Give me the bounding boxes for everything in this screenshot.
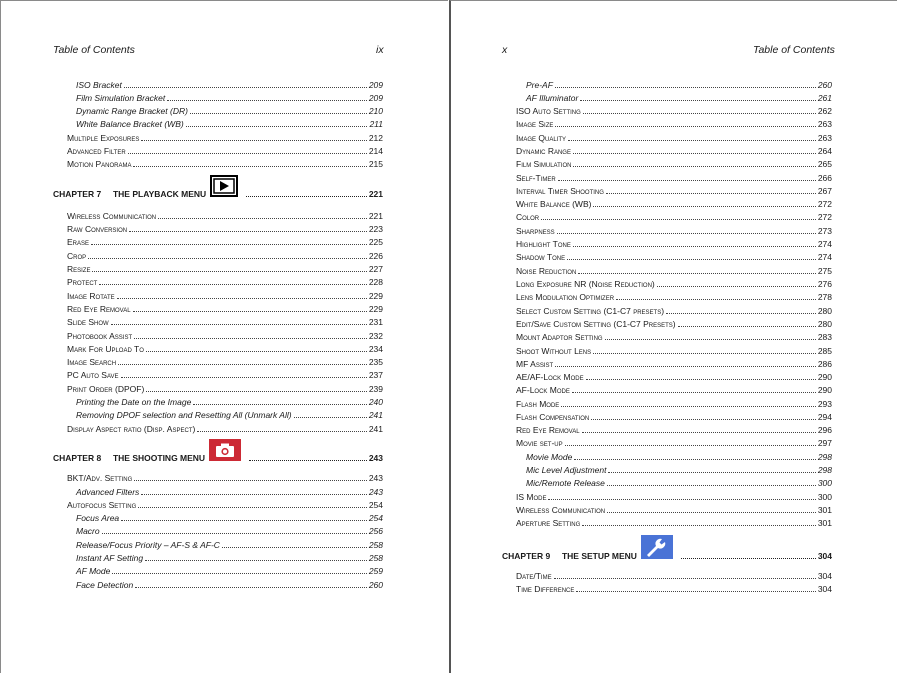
- dot-leader: [573, 165, 815, 167]
- toc-entry-title: Advanced Filters: [76, 487, 140, 497]
- toc-entry[interactable]: [76, 551, 383, 563]
- toc-page-number: 209: [368, 93, 383, 103]
- toc-entry-title: Color: [516, 212, 540, 222]
- dot-leader: [128, 152, 367, 154]
- toc-page-number: 223: [368, 224, 383, 234]
- toc-page-number: 232: [368, 331, 383, 341]
- toc-entry[interactable]: [516, 224, 832, 236]
- dot-leader: [572, 391, 816, 393]
- toc-page-number: 297: [817, 438, 832, 448]
- toc-entry-title: CHAPTER 8 THE SHOOTING MENU: [53, 453, 206, 463]
- dot-leader: [92, 270, 366, 272]
- toc-entry-title: Time Difference: [516, 584, 575, 594]
- toc-page-number: 212: [368, 133, 383, 143]
- toc-entry[interactable]: [516, 503, 832, 515]
- dot-leader: [141, 139, 366, 141]
- toc-entry-title: Crop: [67, 251, 87, 261]
- dot-leader: [607, 484, 816, 486]
- toc-entry-title: Display Aspect ratio (Disp. Aspect): [67, 424, 196, 434]
- toc-entry[interactable]: [67, 355, 383, 367]
- toc-entry-title: Select Custom Setting (C1-C7 presets): [516, 306, 665, 316]
- toc-entry[interactable]: [516, 250, 832, 262]
- camera-icon: [209, 439, 241, 463]
- toc-entry-title: Aperture Setting: [516, 518, 581, 528]
- toc-entry[interactable]: [76, 511, 383, 523]
- dot-leader: [616, 298, 816, 300]
- toc-entry-title: Erase: [67, 237, 90, 247]
- toc-entry[interactable]: [67, 329, 383, 341]
- toc-entry[interactable]: [76, 117, 383, 129]
- toc-entry[interactable]: [76, 524, 383, 536]
- toc-entry-title: Self-Timer: [516, 173, 556, 183]
- toc-entry-title: Face Detection: [76, 580, 134, 590]
- toc-page-number: 283: [817, 332, 832, 342]
- toc-page-number: 293: [817, 399, 832, 409]
- toc-entry[interactable]: [516, 131, 832, 143]
- toc-page-number: 228: [368, 277, 383, 287]
- toc-page-number: 300: [817, 478, 832, 488]
- toc-entry-title: Mark For Upload To: [67, 344, 144, 354]
- toc-page-number: 260: [817, 80, 832, 90]
- toc-page-number: 243: [368, 453, 383, 463]
- dot-leader: [133, 310, 367, 312]
- chapter-heading[interactable]: [53, 175, 383, 199]
- toc-page-number: 235: [368, 357, 383, 367]
- dot-leader: [573, 152, 816, 154]
- toc-entry[interactable]: [526, 450, 832, 462]
- dot-leader: [607, 511, 816, 513]
- toc-entry-title: CHAPTER 7 THE PLAYBACK MENU: [53, 189, 207, 199]
- toc-page-number: 260: [368, 580, 383, 590]
- dot-leader: [666, 312, 816, 314]
- toc-entry[interactable]: [76, 564, 383, 576]
- toc-page-number: 280: [817, 319, 832, 329]
- dot-leader: [555, 86, 816, 88]
- toc-page-number: 290: [817, 385, 832, 395]
- toc-entry-title: Highlight Tone: [516, 239, 571, 249]
- toc-page-number: 294: [817, 412, 832, 422]
- toc-page-number: 298: [817, 452, 832, 462]
- toc-entry[interactable]: [67, 249, 383, 261]
- dot-leader: [117, 297, 367, 299]
- toc-page-number: 239: [368, 384, 383, 394]
- toc-entry-title: Date/Time: [516, 571, 552, 581]
- dot-leader: [582, 524, 816, 526]
- dot-leader: [593, 352, 816, 354]
- dot-leader: [88, 257, 367, 259]
- toc-page-number: 265: [817, 159, 832, 169]
- toc-entry-title: White Balance Bracket (WB): [76, 119, 184, 129]
- dot-leader: [146, 350, 367, 352]
- dot-leader: [133, 165, 366, 167]
- toc-entry[interactable]: [516, 330, 832, 342]
- dot-leader: [574, 458, 816, 460]
- left-page: [0, 0, 448, 673]
- toc-page-number: 267: [817, 186, 832, 196]
- toc-page-number: 301: [817, 505, 832, 515]
- toc-page-number: 215: [368, 159, 383, 169]
- toc-page-number: 258: [368, 540, 383, 550]
- dot-leader: [146, 390, 367, 392]
- dot-leader: [678, 325, 816, 327]
- toc-page-number: 225: [368, 237, 383, 247]
- toc-entry-title: Red Eye Removal: [516, 425, 580, 435]
- toc-entry[interactable]: [526, 463, 832, 475]
- toc-entry[interactable]: [516, 436, 832, 448]
- toc-page-number: 241: [368, 410, 383, 420]
- toc-entry[interactable]: [67, 471, 383, 483]
- dot-leader: [111, 323, 367, 325]
- dot-leader: [657, 285, 816, 287]
- toc-page-number: 221: [368, 211, 383, 221]
- toc-page-number: 274: [817, 239, 832, 249]
- toc-entry-title: Mic Level Adjustment: [526, 465, 607, 475]
- dot-leader: [193, 403, 367, 405]
- toc-entry-title: AF Illuminator: [526, 93, 579, 103]
- toc-page-number: 275: [817, 266, 832, 276]
- toc-page-number: 234: [368, 344, 383, 354]
- toc-entry[interactable]: [67, 342, 383, 354]
- dot-leader: [99, 283, 366, 285]
- toc-entry-title: Mic/Remote Release: [526, 478, 605, 488]
- dot-leader: [541, 218, 816, 220]
- toc-entry[interactable]: [67, 144, 383, 156]
- toc-entry-title: Wireless Communication: [67, 211, 157, 221]
- dot-leader: [134, 479, 367, 481]
- toc-entry-title: AF-Lock Mode: [516, 385, 570, 395]
- toc-page-number: 243: [368, 487, 383, 497]
- toc-entry[interactable]: [76, 538, 383, 550]
- toc-entry-title: Mount Adaptor Setting: [516, 332, 603, 342]
- toc-entry-title: AE/AF-Lock Mode: [516, 372, 584, 382]
- toc-entry-title: ISO Auto Setting: [516, 106, 581, 116]
- toc-entry[interactable]: [516, 171, 832, 183]
- dot-leader: [606, 192, 816, 194]
- toc-entry[interactable]: [516, 582, 832, 594]
- toc-entry-title: Pre-AF: [526, 80, 553, 90]
- dot-leader: [246, 195, 367, 197]
- toc-entry[interactable]: [76, 78, 383, 90]
- toc-page-number: 240: [368, 397, 383, 407]
- toc-page-number: 264: [817, 146, 832, 156]
- toc-page-number: 304: [817, 584, 832, 594]
- dot-leader: [190, 112, 367, 114]
- dot-leader: [591, 418, 816, 420]
- toc-page-number: 276: [817, 279, 832, 289]
- toc-entry[interactable]: [67, 422, 383, 434]
- dot-leader: [222, 546, 367, 548]
- right-header-title: Table of Contents: [753, 44, 835, 56]
- toc-page-number: 226: [368, 251, 383, 261]
- toc-page-number: 221: [368, 189, 383, 199]
- dot-leader: [557, 232, 816, 234]
- toc-entry-title: Sharpness: [516, 226, 555, 236]
- toc-page-number: 274: [817, 252, 832, 262]
- toc-entry-title: Movie set-up: [516, 438, 563, 448]
- toc-entry[interactable]: [67, 262, 383, 274]
- toc-entry[interactable]: [67, 157, 383, 169]
- toc-entry-title: Autofocus Setting: [67, 500, 137, 510]
- dot-leader: [573, 245, 816, 247]
- toc-entry-title: Focus Area: [76, 513, 120, 523]
- toc-page-number: 298: [817, 465, 832, 475]
- chapter-heading[interactable]: [53, 439, 383, 463]
- toc-entry[interactable]: [526, 78, 832, 90]
- toc-entry-title: Photobook Assist: [67, 331, 133, 341]
- toc-entry[interactable]: [516, 490, 832, 502]
- toc-page-number: 243: [368, 473, 383, 483]
- toc-entry-title: Movie Mode: [526, 452, 573, 462]
- dot-leader: [135, 586, 367, 588]
- toc-entry-title: Slide Show: [67, 317, 109, 327]
- toc-entry[interactable]: [67, 315, 383, 327]
- toc-entry[interactable]: [67, 368, 383, 380]
- toc-entry-title: Printing the Date on the Image: [76, 397, 192, 407]
- toc-entry-title: Long Exposure NR (Noise Reduction): [516, 279, 655, 289]
- toc-entry[interactable]: [67, 222, 383, 234]
- toc-entry[interactable]: [516, 210, 832, 222]
- toc-entry-title: Print Order (DPOF): [67, 384, 145, 394]
- toc-entry[interactable]: [516, 157, 832, 169]
- dot-leader: [124, 86, 367, 88]
- toc-entry-title: Flash Mode: [516, 399, 560, 409]
- toc-entry-title: IS Mode: [516, 492, 547, 502]
- toc-page-number: 259: [368, 566, 383, 576]
- dot-leader: [91, 243, 367, 245]
- toc-entry-title: Flash Compensation: [516, 412, 590, 422]
- toc-page-number: 296: [817, 425, 832, 435]
- wrench-icon: [641, 535, 673, 561]
- toc-entry[interactable]: [516, 370, 832, 382]
- toc-entry[interactable]: [516, 569, 832, 581]
- toc-entry-title: Noise Reduction: [516, 266, 577, 276]
- dot-leader: [605, 338, 816, 340]
- toc-entry-title: Raw Conversion: [67, 224, 128, 234]
- dot-leader: [294, 416, 367, 418]
- toc-entry-title: Lens Modulation Optimizer: [516, 292, 615, 302]
- dot-leader: [554, 577, 816, 579]
- right-page-number: x: [502, 44, 508, 56]
- toc-entry[interactable]: [516, 383, 832, 395]
- toc-page-number: 304: [817, 571, 832, 581]
- toc-entry-title: Dynamic Range: [516, 146, 571, 156]
- toc-page-number: 229: [368, 291, 383, 301]
- dot-leader: [558, 179, 816, 181]
- toc-entry-title: Instant AF Setting: [76, 553, 144, 563]
- toc-entry[interactable]: [516, 516, 832, 528]
- toc-page-number: 262: [817, 106, 832, 116]
- dot-leader: [121, 376, 367, 378]
- dot-leader: [134, 337, 367, 339]
- toc-entry[interactable]: [516, 423, 832, 435]
- toc-entry-title: Motion Panorama: [67, 159, 132, 169]
- toc-entry-title: Protect: [67, 277, 98, 287]
- toc-entry-title: Image Size: [516, 119, 554, 129]
- dot-leader: [141, 493, 367, 495]
- toc-entry[interactable]: [67, 209, 383, 221]
- dot-leader: [118, 363, 367, 365]
- toc-page-number: 254: [368, 513, 383, 523]
- toc-page-number: 278: [817, 292, 832, 302]
- toc-entry[interactable]: [516, 304, 832, 316]
- dot-leader: [138, 506, 367, 508]
- toc-page-number: 209: [368, 80, 383, 90]
- toc-page-number: 231: [368, 317, 383, 327]
- toc-entry[interactable]: [76, 91, 383, 103]
- toc-entry-title: Macro: [76, 526, 100, 536]
- toc-entry-title: White Balance (WB): [516, 199, 592, 209]
- toc-entry[interactable]: [516, 184, 832, 196]
- toc-entry-title: Release/Focus Priority – AF-S & AF-C: [76, 540, 220, 550]
- toc-entry[interactable]: [516, 277, 832, 289]
- toc-entry-title: Image Rotate: [67, 291, 115, 301]
- toc-entry-title: Removing DPOF selection and Resetting All (Unmark All): [76, 410, 292, 420]
- toc-page-number: 272: [817, 199, 832, 209]
- toc-page-number: 241: [368, 424, 383, 434]
- dot-leader: [583, 112, 816, 114]
- dot-leader: [167, 99, 367, 101]
- toc-page-number: 254: [368, 500, 383, 510]
- toc-entry[interactable]: [76, 395, 383, 407]
- toc-entry[interactable]: [516, 117, 832, 129]
- toc-entry-title: BKT/Adv. Setting: [67, 473, 133, 483]
- toc-entry-title: Dynamic Range Bracket (DR): [76, 106, 188, 116]
- toc-page-number: 261: [817, 93, 832, 103]
- toc-page-number: 258: [368, 553, 383, 563]
- toc-page-number: 229: [368, 304, 383, 314]
- toc-entry[interactable]: [76, 104, 383, 116]
- toc-entry-title: ISO Bracket: [76, 80, 122, 90]
- toc-entry[interactable]: [67, 235, 383, 247]
- toc-entry[interactable]: [516, 197, 832, 209]
- right-page: [449, 0, 897, 673]
- toc-entry[interactable]: [67, 498, 383, 510]
- toc-entry-title: Shadow Tone: [516, 252, 566, 262]
- toc-entry-title: Edit/Save Custom Setting (C1-C7 Presets): [516, 319, 676, 329]
- dot-leader: [576, 590, 815, 592]
- dot-leader: [593, 205, 815, 207]
- toc-entry-title: AF Mode: [76, 566, 111, 576]
- toc-entry-title: CHAPTER 9 THE SETUP MENU: [502, 551, 637, 561]
- toc-entry-title: Resize: [67, 264, 91, 274]
- toc-entry-title: Film Simulation: [516, 159, 572, 169]
- dot-leader: [561, 405, 816, 407]
- left-header-title: Table of Contents: [53, 44, 135, 56]
- dot-leader: [186, 125, 368, 127]
- toc-entry[interactable]: [67, 289, 383, 301]
- toc-page-number: 273: [817, 226, 832, 236]
- toc-entry[interactable]: [516, 357, 832, 369]
- toc-entry[interactable]: [516, 410, 832, 422]
- toc-entry-title: MF Assist: [516, 359, 554, 369]
- toc-entry-title: Film Simulation Bracket: [76, 93, 166, 103]
- dot-leader: [681, 557, 816, 559]
- toc-entry[interactable]: [67, 131, 383, 143]
- toc-entry[interactable]: [516, 397, 832, 409]
- dot-leader: [565, 444, 816, 446]
- dot-leader: [582, 431, 816, 433]
- toc-entry-title: PC Auto Save: [67, 370, 119, 380]
- toc-page-number: 214: [368, 146, 383, 156]
- dot-leader: [568, 139, 816, 141]
- toc-entry[interactable]: [67, 302, 383, 314]
- toc-page-number: 237: [368, 370, 383, 380]
- toc-page-number: 210: [368, 106, 383, 116]
- toc-entry-title: Multiple Exposures: [67, 133, 140, 143]
- toc-entry[interactable]: [76, 578, 383, 590]
- toc-entry[interactable]: [76, 485, 383, 497]
- dot-leader: [129, 230, 367, 232]
- toc-page-number: 211: [369, 119, 383, 129]
- toc-entry-title: Shoot Without Lens: [516, 346, 592, 356]
- chapter-heading[interactable]: [502, 537, 832, 561]
- playback-icon: [210, 175, 238, 199]
- toc-entry[interactable]: [516, 264, 832, 276]
- toc-page-number: 290: [817, 372, 832, 382]
- dot-leader: [578, 272, 816, 274]
- toc-page-number: 263: [817, 119, 832, 129]
- dot-leader: [197, 430, 367, 432]
- toc-page-number: 301: [817, 518, 832, 528]
- toc-entry[interactable]: [67, 275, 383, 287]
- dot-leader: [145, 559, 367, 561]
- dot-leader: [586, 378, 816, 380]
- toc-page-number: 263: [817, 133, 832, 143]
- toc-entry[interactable]: [76, 408, 383, 420]
- toc-entry[interactable]: [516, 344, 832, 356]
- dot-leader: [567, 258, 816, 260]
- dot-leader: [112, 572, 366, 574]
- toc-entry-title: Interval Timer Shooting: [516, 186, 604, 196]
- toc-page-number: 304: [817, 551, 832, 561]
- toc-entry[interactable]: [526, 91, 832, 103]
- toc-entry[interactable]: [516, 144, 832, 156]
- dot-leader: [555, 125, 815, 127]
- toc-entry-title: Red Eye Removal: [67, 304, 131, 314]
- toc-entry[interactable]: [516, 104, 832, 116]
- toc-entry-title: Image Search: [67, 357, 117, 367]
- toc-entry[interactable]: [67, 382, 383, 394]
- toc-entry-title: Image Quality: [516, 133, 567, 143]
- toc-entry[interactable]: [516, 290, 832, 302]
- dot-leader: [548, 498, 815, 500]
- toc-page-number: 272: [817, 212, 832, 222]
- dot-leader: [555, 365, 816, 367]
- dot-leader: [249, 459, 367, 461]
- toc-entry-title: Advanced Filter: [67, 146, 126, 156]
- dot-leader: [608, 471, 815, 473]
- dot-leader: [158, 217, 367, 219]
- toc-page-number: 300: [817, 492, 832, 502]
- toc-entry[interactable]: [526, 476, 832, 488]
- dot-leader: [121, 519, 367, 521]
- left-page-number: ix: [376, 44, 384, 56]
- toc-page-number: 266: [817, 173, 832, 183]
- toc-page-number: 285: [817, 346, 832, 356]
- toc-page-number: 280: [817, 306, 832, 316]
- toc-entry[interactable]: [516, 317, 832, 329]
- toc-page-number: 286: [817, 359, 832, 369]
- toc-page-number: 227: [368, 264, 383, 274]
- toc-entry[interactable]: [516, 237, 832, 249]
- dot-leader: [102, 532, 367, 534]
- toc-entry-title: Wireless Communication: [516, 505, 606, 515]
- toc-page-number: 256: [368, 526, 383, 536]
- dot-leader: [580, 99, 816, 101]
